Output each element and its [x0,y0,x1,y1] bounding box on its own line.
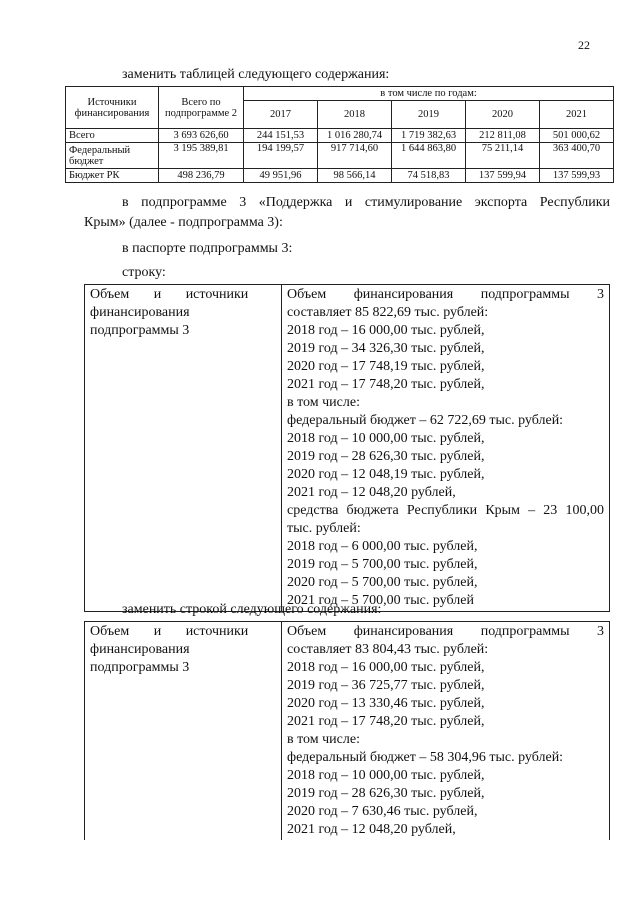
cell-value: 1 644 863,80 [392,143,466,169]
funding-line: в том числе: [287,395,360,410]
header-by-years: в том числе по годам: [244,87,614,101]
funding-line: Объем финансирования подпрограммы 3 [287,624,604,639]
funding-line: 2020 год – 12 048,19 тыс. рублей, [287,467,485,482]
row-total: 3 195 389,81 [159,143,244,169]
row-label: Федеральный бюджет [66,143,159,169]
cell-value: 917 714,60 [318,143,392,169]
funding-line: 2019 год – 28 626,30 тыс. рублей, [287,786,485,801]
funding-details-cell [282,285,610,612]
cell-value: 137 599,94 [466,169,540,183]
cell-value: 49 951,96 [244,169,318,183]
funding-label-line: подпрограммы 3 [90,323,190,338]
funding-line: 2018 год – 6 000,00 тыс. рублей, [287,539,478,554]
funding-line: 2021 год – 5 700,00 тыс. рублей [287,593,474,608]
funding-label-line: подпрограммы 3 [90,660,190,675]
header-year: 2018 [318,101,392,129]
funding-line: 2021 год – 17 748,20 тыс. рублей, [287,377,485,392]
funding-label-line: Объем и источники [90,287,249,302]
funding-line: составляет 85 822,69 тыс. рублей: [287,305,489,320]
funding-line: 2018 год – 16 000,00 тыс. рублей, [287,660,485,675]
funding-line: 2020 год – 13 330,46 тыс. рублей, [287,696,485,711]
header-year: 2019 [392,101,466,129]
funding-label-cell [85,285,282,612]
funding-label-line: Объем и источники [90,624,249,639]
cell-value: 244 151,53 [244,129,318,143]
row-label: Бюджет РК [66,169,159,183]
funding-label-line: финансирования [90,305,190,320]
funding-line: тыс. рублей: [287,521,361,536]
header-sources: Источники финансирования [66,87,159,129]
funding-line: 2020 год – 5 700,00 тыс. рублей, [287,575,478,590]
old-funding-row-table [84,284,610,612]
passport-text: в паспорте подпрограммы 3: [122,241,293,256]
page-number: 22 [578,38,590,52]
funding-line: 2020 год – 17 748,19 тыс. рублей, [287,359,485,374]
table-row [66,143,614,169]
funding-line: 2021 год – 12 048,20 рублей, [287,485,456,500]
cell-value: 98 566,14 [318,169,392,183]
intro-text: заменить таблицей следующего содержания: [122,67,390,82]
row-total: 498 236,79 [159,169,244,183]
funding-line: 2019 год – 34 326,30 тыс. рублей, [287,341,485,356]
funding-line: составляет 83 804,43 тыс. рублей: [287,642,489,657]
replace-text: заменить строкой следующего содержания: [122,602,382,617]
row-total: 3 693 626,60 [159,129,244,143]
header-year: 2021 [540,101,614,129]
funding-line: 2021 год – 12 048,20 рублей, [287,822,456,837]
cell-value: 212 811,08 [466,129,540,143]
subprogram3-text-line1: в подпрограмме 3 «Поддержка и стимулирование экспорта Республики [122,195,610,210]
financing-table [65,86,614,183]
cell-value: 74 518,83 [392,169,466,183]
funding-line: 2019 год – 5 700,00 тыс. рублей, [287,557,478,572]
funding-line: Объем финансирования подпрограммы 3 [287,287,604,302]
cell-value: 363 400,70 [540,143,614,169]
table-row [66,169,614,183]
funding-details-cell [282,622,610,841]
funding-line: федеральный бюджет – 62 722,69 тыс. рублей: [287,413,564,428]
funding-line: 2018 год – 10 000,00 тыс. рублей, [287,768,485,783]
funding-line: 2021 год – 17 748,20 тыс. рублей, [287,714,485,729]
cell-value: 1 016 280,74 [318,129,392,143]
header-year: 2020 [466,101,540,129]
funding-line: в том числе: [287,732,360,747]
funding-line: 2020 год – 7 630,46 тыс. рублей, [287,804,478,819]
funding-label-cell [85,622,282,841]
funding-label-line: финансирования [90,642,190,657]
cell-value: 75 211,14 [466,143,540,169]
header-total: Всего по подпрограмме 2 [159,87,244,129]
new-funding-row-table [84,621,610,840]
funding-line: средства бюджета Республики Крым – 23 100,00 [287,503,604,518]
header-year: 2017 [244,101,318,129]
cell-value: 194 199,57 [244,143,318,169]
funding-line: 2019 год – 36 725,77 тыс. рублей, [287,678,485,693]
subprogram3-text-line2: Крым» (далее - подпрограмма 3): [84,215,283,230]
funding-line: 2019 год – 28 626,30 тыс. рублей, [287,449,485,464]
row-text: строку: [122,265,166,280]
row-label: Всего [66,129,159,143]
funding-line: федеральный бюджет – 58 304,96 тыс. рублей: [287,750,564,765]
cell-value: 1 719 382,63 [392,129,466,143]
cell-value: 137 599,93 [540,169,614,183]
cell-value: 501 000,62 [540,129,614,143]
table-row [66,129,614,143]
funding-line: 2018 год – 16 000,00 тыс. рублей, [287,323,485,338]
funding-line: 2018 год – 10 000,00 тыс. рублей, [287,431,485,446]
